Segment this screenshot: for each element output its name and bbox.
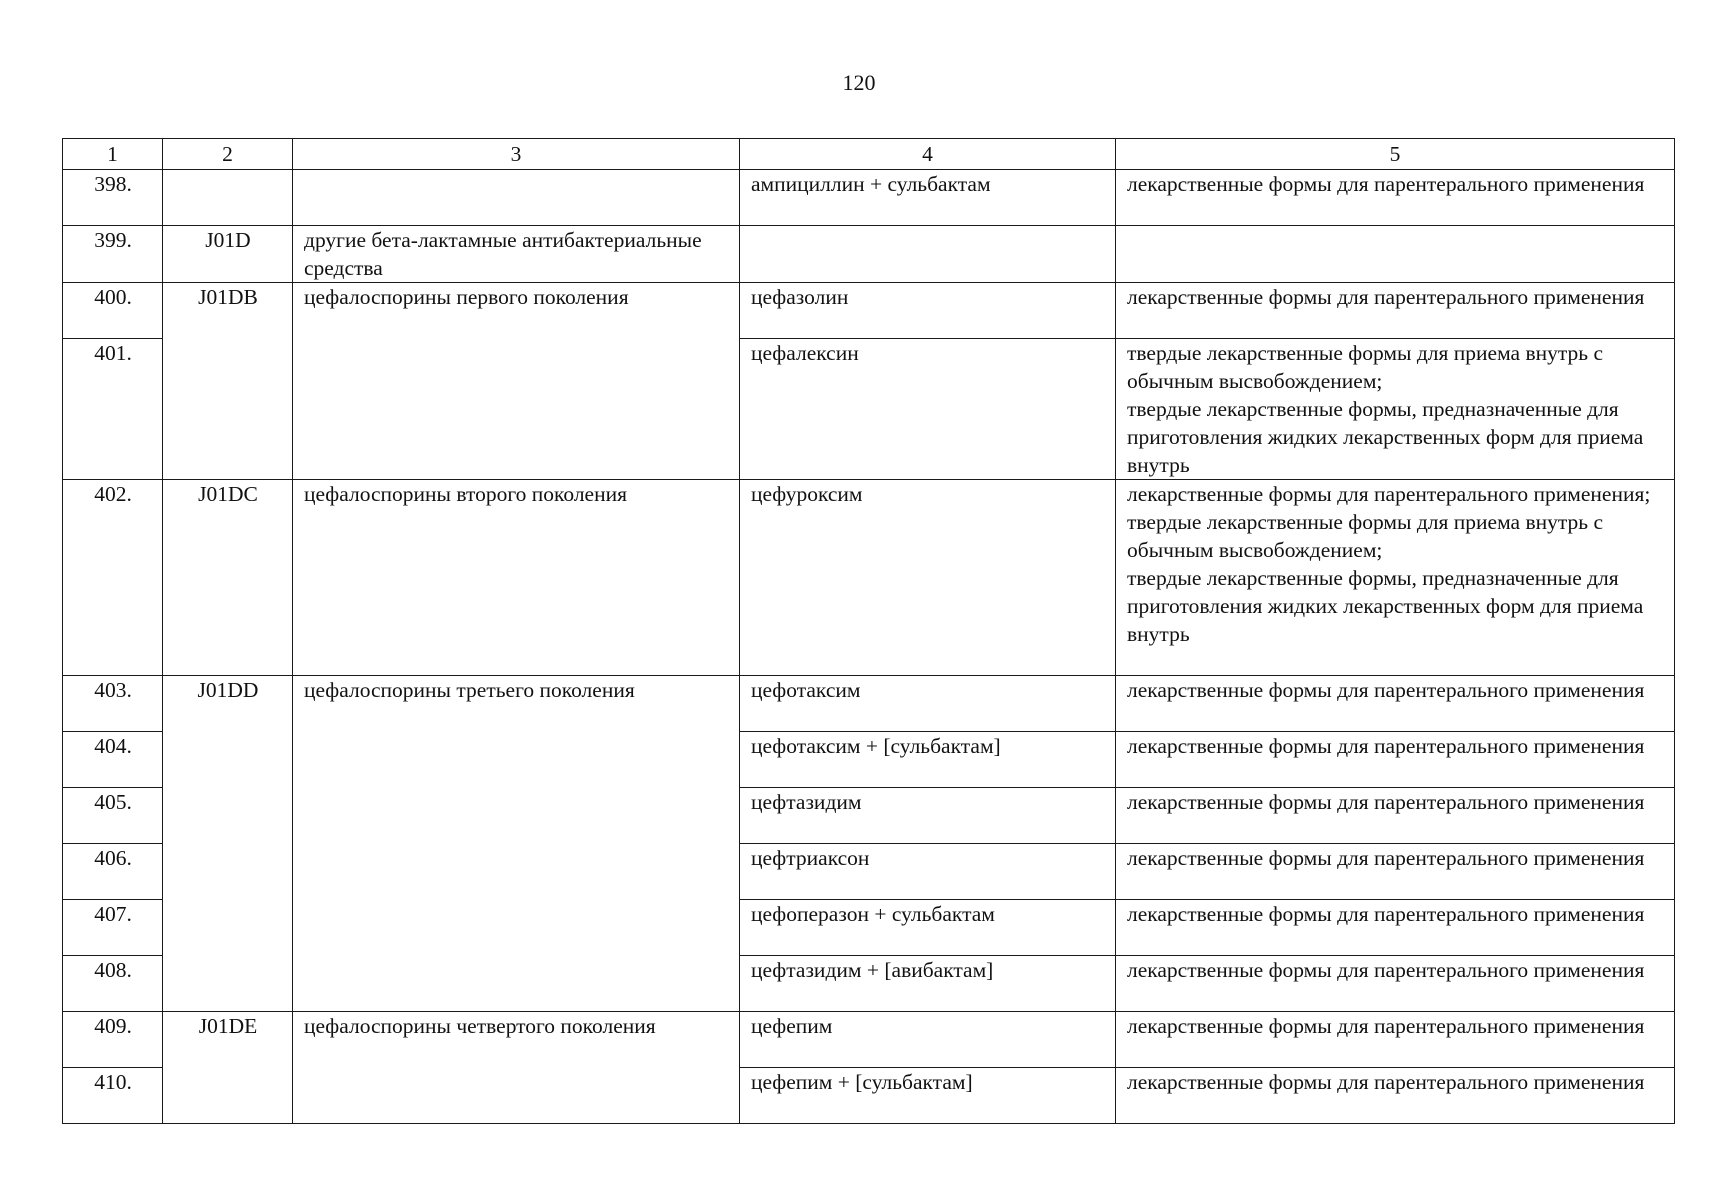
row-number: 401. xyxy=(63,339,163,480)
dosage-form-line: лекарственные формы для парентерального применения xyxy=(1127,790,1645,814)
drug-name: цефотаксим + [сульбактам] xyxy=(740,732,1116,788)
dosage-form-line: лекарственные формы для парентерального применения xyxy=(1127,734,1645,758)
group-name xyxy=(293,170,740,226)
header-col-3: 3 xyxy=(293,139,740,170)
drug-name: ампициллин + сульбактам xyxy=(740,170,1116,226)
dosage-form xyxy=(1116,339,1675,480)
header-col-4: 4 xyxy=(740,139,1116,170)
atc-code: J01DD xyxy=(163,676,293,1012)
atc-code: J01D xyxy=(163,226,293,283)
dosage-form-line: лекарственные формы для парентерального применения xyxy=(1127,678,1645,702)
header-col-5: 5 xyxy=(1116,139,1675,170)
drug-name: цефепим + [сульбактам] xyxy=(740,1068,1116,1124)
table-row xyxy=(63,676,1675,732)
header-col-2: 2 xyxy=(163,139,293,170)
group-name: цефалоспорины первого поколения xyxy=(293,283,740,480)
row-number: 410. xyxy=(63,1068,163,1124)
group-name: другие бета-лактамные антибактериальные средства xyxy=(293,226,740,283)
table-row xyxy=(63,480,1675,676)
atc-code: J01DE xyxy=(163,1012,293,1124)
header-col-1: 1 xyxy=(63,139,163,170)
table-row xyxy=(63,1012,1675,1068)
dosage-form-line: лекарственные формы для парентерального применения; xyxy=(1127,482,1651,506)
row-number: 398. xyxy=(63,170,163,226)
dosage-form xyxy=(1116,480,1675,676)
row-number: 409. xyxy=(63,1012,163,1068)
atc-code: J01DB xyxy=(163,283,293,480)
dosage-form xyxy=(1116,1012,1675,1068)
table-row xyxy=(63,226,1675,283)
table-header-row xyxy=(63,139,1675,170)
row-number: 402. xyxy=(63,480,163,676)
dosage-form-line: твердые лекарственные формы, предназначенные для приготовления жидких лекарственных форм для приема внутрь xyxy=(1127,566,1644,646)
dosage-form-line: лекарственные формы для парентерального применения xyxy=(1127,846,1645,870)
row-number: 404. xyxy=(63,732,163,788)
dosage-form xyxy=(1116,956,1675,1012)
row-number: 408. xyxy=(63,956,163,1012)
dosage-form-line: лекарственные формы для парентерального применения xyxy=(1127,285,1645,309)
drug-name: цефтазидим + [авибактам] xyxy=(740,956,1116,1012)
dosage-form xyxy=(1116,900,1675,956)
dosage-form-line: лекарственные формы для парентерального применения xyxy=(1127,1014,1645,1038)
dosage-form-line: твердые лекарственные формы для приема внутрь с обычным высвобождением; xyxy=(1127,341,1603,393)
dosage-form-line: лекарственные формы для парентерального применения xyxy=(1127,172,1645,196)
row-number: 407. xyxy=(63,900,163,956)
group-name: цефалоспорины второго поколения xyxy=(293,480,740,676)
drug-name: цефтриаксон xyxy=(740,844,1116,900)
dosage-form xyxy=(1116,170,1675,226)
group-name: цефалоспорины четвертого поколения xyxy=(293,1012,740,1124)
row-number: 403. xyxy=(63,676,163,732)
dosage-form-line: лекарственные формы для парентерального применения xyxy=(1127,958,1645,982)
atc-code xyxy=(163,170,293,226)
row-number: 405. xyxy=(63,788,163,844)
page-number: 120 xyxy=(842,70,876,95)
dosage-form xyxy=(1116,226,1675,283)
drug-name: цефуроксим xyxy=(740,480,1116,676)
drug-name: цефалексин xyxy=(740,339,1116,480)
table-row xyxy=(63,283,1675,339)
drug-name: цефоперазон + сульбактам xyxy=(740,900,1116,956)
table-row xyxy=(63,170,1675,226)
drug-name: цефотаксим xyxy=(740,676,1116,732)
dosage-form xyxy=(1116,283,1675,339)
drug-name: цефазолин xyxy=(740,283,1116,339)
dosage-form-line: твердые лекарственные формы, предназначенные для приготовления жидких лекарственных форм для приема внутрь xyxy=(1127,397,1644,477)
dosage-form xyxy=(1116,844,1675,900)
dosage-form xyxy=(1116,788,1675,844)
dosage-form-line: лекарственные формы для парентерального применения xyxy=(1127,902,1645,926)
dosage-form xyxy=(1116,1068,1675,1124)
drug-name xyxy=(740,226,1116,283)
row-number: 406. xyxy=(63,844,163,900)
row-number: 399. xyxy=(63,226,163,283)
atc-code: J01DC xyxy=(163,480,293,676)
group-name: цефалоспорины третьего поколения xyxy=(293,676,740,1012)
dosage-form xyxy=(1116,676,1675,732)
dosage-form-line: лекарственные формы для парентерального применения xyxy=(1127,1070,1645,1094)
row-number: 400. xyxy=(63,283,163,339)
drug-name: цефепим xyxy=(740,1012,1116,1068)
drug-name: цефтазидим xyxy=(740,788,1116,844)
dosage-form-line: твердые лекарственные формы для приема внутрь с обычным высвобождением; xyxy=(1127,510,1603,562)
drug-list-table xyxy=(62,138,1675,1124)
dosage-form xyxy=(1116,732,1675,788)
